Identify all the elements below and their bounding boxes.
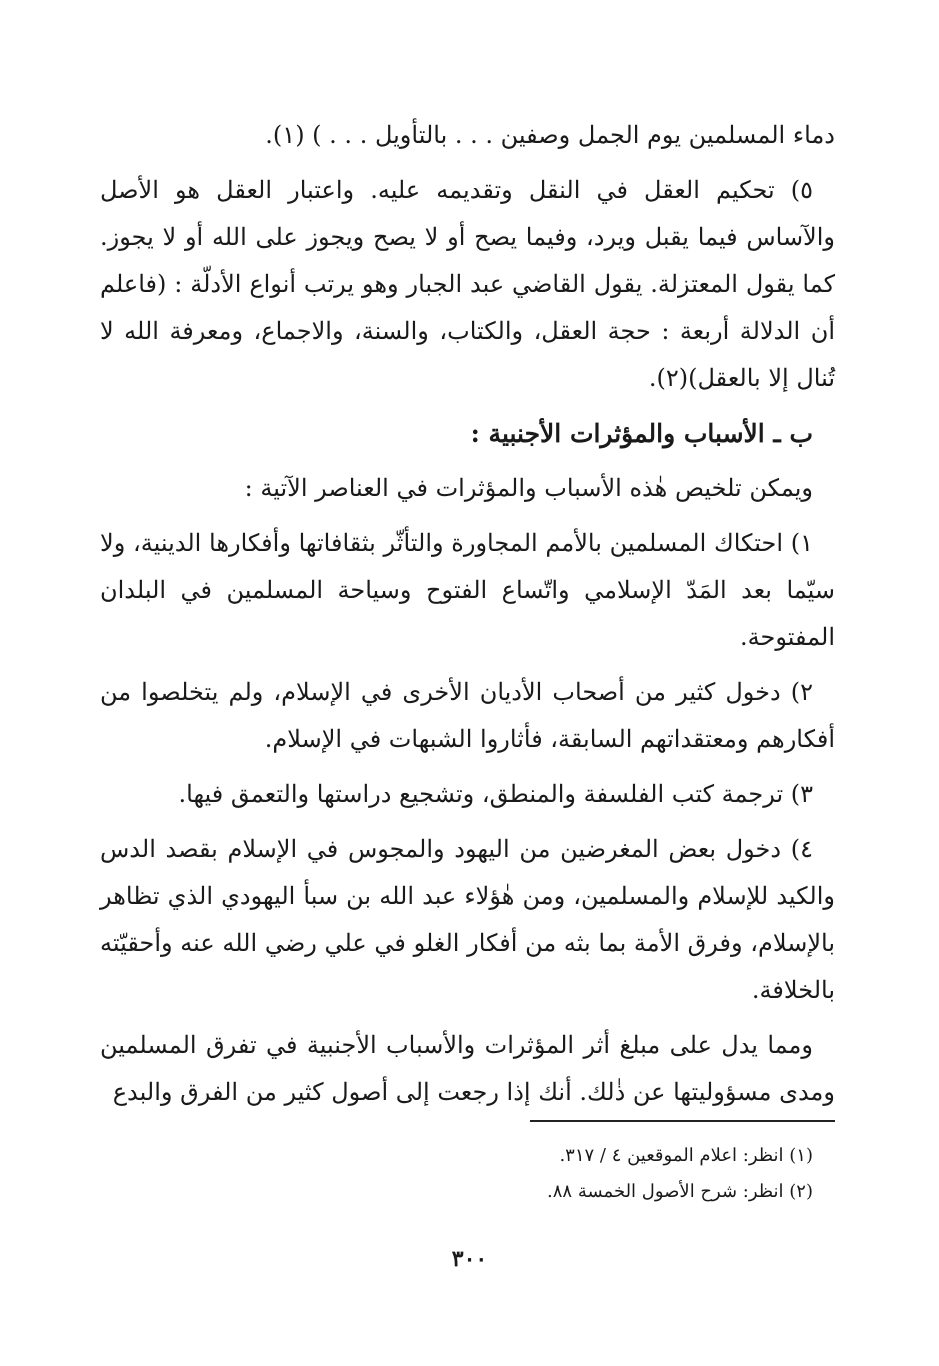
footnote-divider xyxy=(530,1120,835,1122)
paragraph-item-5: ٥) تحكيم العقل في النقل وتقديمه عليه. واعتبار العقل هو الأصل والآساس فيما يقبل ويرد، وفيما يصح أو لا يصح ويجوز على الله أو لا يجوز. كما يقول المعتزلة. يقول القاضي عبد الجبار وهو يرتب أنواع الأدلّة : (فاعلم أن الدلالة أربعة : حجة العقل، والكتاب، والسنة، والاجماع، ومعرفة الله لا تُنال إلا بالعقل)(٢). xyxy=(100,176,835,392)
footnote-2: (٢) انظر: شرح الأصول الخمسة ٨٨. xyxy=(547,1181,813,1202)
paragraph-intro: ويمكن تلخيص هٰذه الأسباب والمؤثرات في العناصر الآتية : xyxy=(244,474,813,502)
paragraph-item-1: ١) احتكاك المسلمين بالأمم المجاورة والتأثّر بثقافاتها وأفكارها الدينية، ولا سيّما بعد المَدّ الإسلامي واتّساع الفتوح وسياحة المسلمين في البلدان المفتوحة. xyxy=(100,529,835,651)
page-number: ٣٠٠ xyxy=(451,1246,488,1272)
main-text xyxy=(100,112,835,1124)
paragraph-conclusion: ومما يدل على مبلغ أثر المؤثرات والأسباب الأجنبية في تفرق المسلمين ومدى مسؤوليتها عن ذٰلك. أنك إذا رجعت إلى أصول كثير من الفرق والبدع xyxy=(100,1031,835,1106)
paragraph-continuation: دماء المسلمين يوم الجمل وصفين . . . بالتأويل . . . ) (١). xyxy=(265,121,835,149)
footnotes xyxy=(100,1138,835,1210)
section-heading: ب ـ الأسباب والمؤثرات الأجنبية : xyxy=(470,419,813,448)
footnote-1: (١) انظر: اعلام الموقعين ٤ / ٣١٧. xyxy=(559,1145,813,1166)
paragraph-item-3: ٣) ترجمة كتب الفلسفة والمنطق، وتشجيع دراستها والتعمق فيها. xyxy=(178,780,813,808)
paragraph-item-2: ٢) دخول كثير من أصحاب الأديان الأخرى في الإسلام، ولم يتخلصوا من أفكارهم ومعتقداتهم السابقة، فأثاروا الشبهات في الإسلام. xyxy=(100,678,835,753)
paragraph-item-4: ٤) دخول بعض المغرضين من اليهود والمجوس في الإسلام بقصد الدس والكيد للإسلام والمسلمين، ومن هٰؤلاء عبد الله بن سبأ اليهودي الذي تظاهر بالإسلام، وفرق الأمة بما بثه من أفكار الغلو في علي رضي الله عنه وأحقيّته بالخلافة. xyxy=(100,835,835,1004)
